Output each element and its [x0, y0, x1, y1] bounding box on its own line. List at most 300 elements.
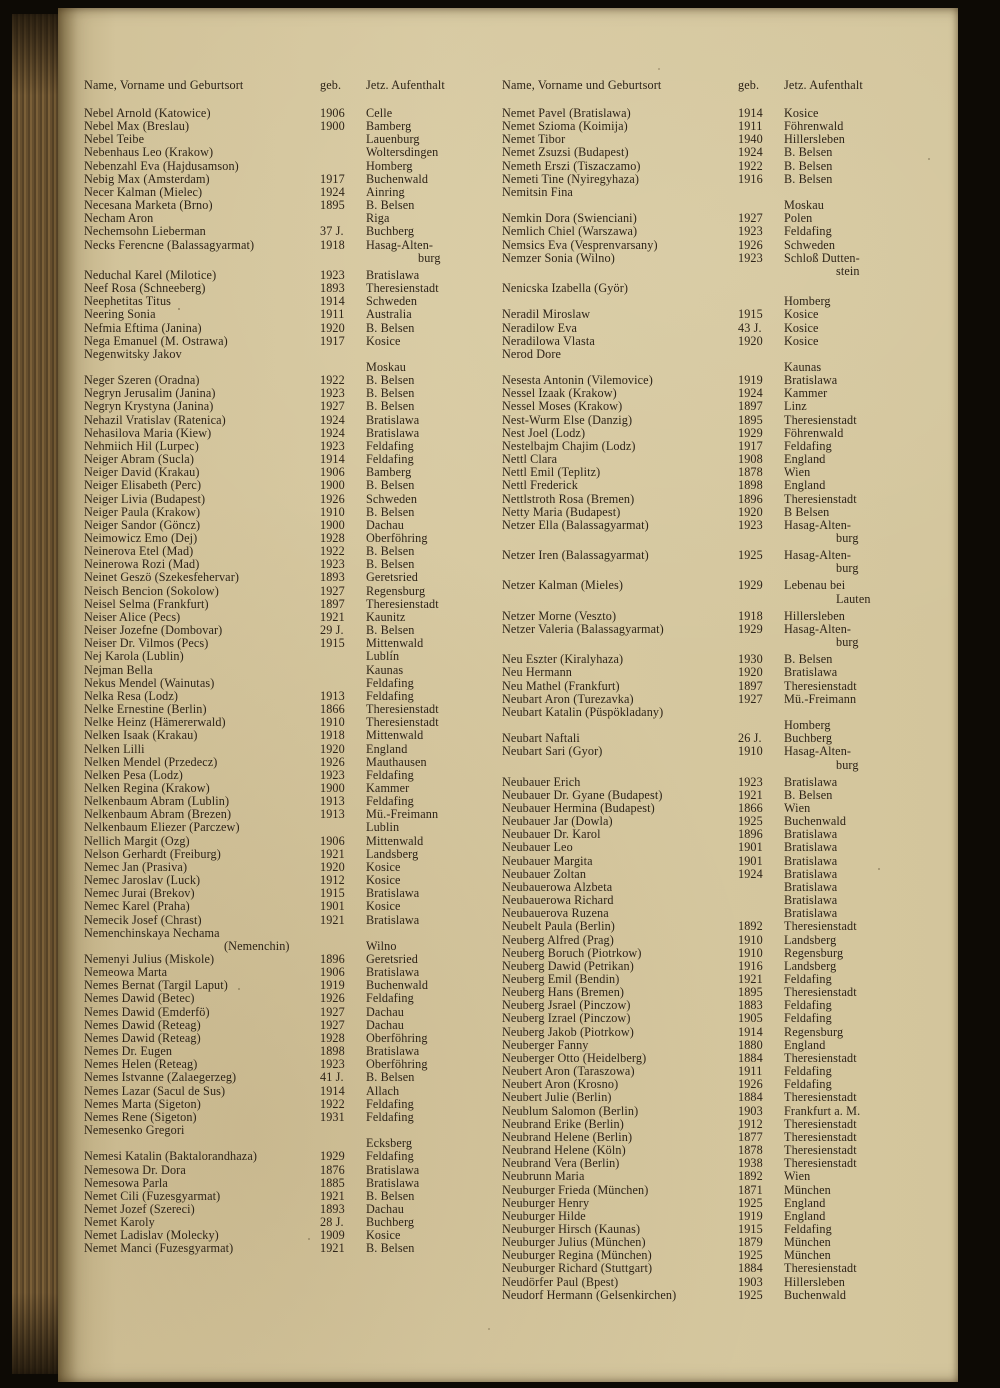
entry-residence: Feldafing	[366, 794, 414, 809]
entry-name: Nelka Resa (Lodz)	[84, 688, 179, 703]
entry-name: Nelkenbaum Abram (Lublin)	[84, 794, 230, 809]
registry-entry	[84, 598, 494, 611]
entry-name: Neephetitas Titus	[84, 294, 172, 309]
entry-residence: B. Belsen	[366, 373, 415, 388]
entry-residence: Bamberg	[366, 119, 412, 134]
entry-residence: Feldafing	[366, 688, 414, 703]
registry-entry	[502, 868, 912, 881]
entry-birthyear: 1923	[738, 224, 763, 239]
entry-name: Netzer Morne (Veszto)	[502, 608, 617, 623]
registry-entry	[84, 664, 494, 677]
entry-residence: Kaunitz	[366, 609, 406, 624]
entry-birthyear: 1922	[320, 544, 345, 559]
entry-name: Neuberger Fanny	[502, 1037, 589, 1052]
registry-entry	[502, 706, 912, 732]
entry-birthyear: 1923	[320, 386, 345, 401]
entry-birthyear: 1885	[320, 1175, 345, 1190]
registry-column-right	[502, 78, 912, 1302]
entry-name: Neu Mathel (Frankfurt)	[502, 678, 620, 693]
entry-residence: Theresienstadt	[784, 678, 857, 693]
entry-name: Neuburger Hirsch (Kaunas)	[502, 1221, 641, 1236]
entry-name: Netzer Kalman (Mieles)	[502, 578, 624, 593]
entry-name: Nelken Regina (Krakow)	[84, 780, 210, 795]
entry-birthyear: 1878	[738, 1143, 763, 1158]
entry-birthyear: 1913	[320, 688, 345, 703]
entry-residence: Landsberg	[784, 958, 837, 973]
entry-name: Nemet Pavel (Bratislawa)	[502, 106, 631, 120]
book-page	[58, 8, 958, 1382]
registry-entry	[84, 571, 494, 584]
entry-birthyear: 1915	[320, 636, 345, 651]
entry-name: Nemes Dr. Eugen	[84, 1044, 173, 1059]
entry-birthyear: 1928	[320, 531, 345, 545]
entry-residence: Regensburg	[784, 1024, 844, 1039]
entry-birthyear: 1931	[320, 1109, 345, 1124]
entry-name: Nejman Bella	[84, 662, 153, 677]
entry-birthyear: 1866	[738, 800, 763, 815]
entry-residence: Kosice	[366, 873, 401, 888]
entry-name: Nega Emanuel (M. Ostrawa)	[84, 333, 228, 348]
entry-residence: Kammer	[366, 780, 410, 795]
registry-entry	[84, 120, 494, 133]
entry-name: Netty Maria (Budapest)	[502, 504, 621, 519]
entry-residence: Kosice	[784, 320, 819, 335]
registry-entry	[502, 549, 912, 575]
entry-birthyear: 1912	[738, 1116, 763, 1131]
entry-name: Neubauer Dr. Karol	[502, 827, 601, 842]
entry-name: Neiser Jozefne (Dombovar)	[84, 623, 223, 638]
registry-entry	[84, 1177, 494, 1190]
entry-birthyear: 1914	[320, 452, 345, 467]
entry-name: Nemet Cili (Fuzesgyarmat)	[84, 1188, 221, 1203]
header-geb-label: geb.	[738, 78, 760, 92]
registry-entry	[502, 579, 912, 605]
entry-name: Nemkin Dora (Swienciani)	[502, 211, 637, 226]
entry-residence: Feldafing	[784, 1064, 832, 1079]
registry-entry	[502, 1091, 912, 1104]
registry-entry	[84, 1019, 494, 1032]
registry-entry	[502, 776, 912, 789]
entry-residence: Geretsried	[366, 952, 418, 966]
entry-birthyear: 1918	[320, 728, 345, 743]
entry-residence: Kosice	[366, 899, 401, 914]
entry-name: Neubert Aron (Taraszowa)	[502, 1064, 635, 1079]
entry-residence: Bratislawa	[784, 879, 838, 894]
entry-birthyear: 1920	[738, 333, 763, 348]
entry-residence: Mittenwald	[366, 833, 424, 848]
registry-entry	[502, 1118, 912, 1131]
entry-name: Nelke Ernestine (Berlin)	[84, 702, 207, 717]
entry-birthyear: 1938	[738, 1156, 763, 1171]
entry-birthyear: 1910	[738, 945, 763, 960]
entry-birthyear: 1923	[738, 517, 763, 532]
entry-residence: Feldafing	[784, 1221, 832, 1236]
entry-birthyear: 1898	[738, 478, 763, 493]
entry-residence: Bratislawa	[366, 267, 420, 282]
entry-birthyear: 41 J.	[320, 1070, 344, 1085]
entry-name: Nemec Jurai (Brekov)	[84, 886, 195, 901]
entry-birthyear: 1921	[320, 846, 345, 861]
header-name-label: Name, Vorname und Geburtsort	[84, 78, 244, 92]
entry-name: Neiser Alice (Pecs)	[84, 609, 181, 624]
entry-residence: Theresienstadt	[784, 1050, 857, 1065]
registry-entry	[84, 427, 494, 440]
entry-name: Nemsics Eva (Vesprenvarsany)	[502, 237, 658, 252]
entry-birthyear: 1925	[738, 814, 763, 829]
registry-entry	[84, 1190, 494, 1203]
registry-entry	[502, 225, 912, 238]
registry-entry	[84, 1071, 494, 1084]
entry-name: Nemesenko Gregori	[84, 1123, 185, 1138]
registry-entry	[502, 400, 912, 413]
registry-entry	[502, 1197, 912, 1210]
entry-birthyear: 43 J.	[738, 320, 762, 335]
entry-birthyear: 1921	[320, 1188, 345, 1203]
entry-residence: Woltersdingen	[366, 145, 439, 160]
registry-entry	[84, 335, 494, 348]
entry-birthyear: 1922	[320, 1096, 345, 1111]
entry-name: Neimowicz Emo (Dej)	[84, 531, 198, 545]
entry-name: Nebenzahl Eva (Hajdusamson)	[84, 158, 239, 173]
entry-birthyear: 28 J.	[320, 1215, 344, 1230]
registry-entry	[84, 769, 494, 782]
entry-birthyear: 1901	[738, 840, 763, 855]
entry-birthyear: 1903	[738, 1274, 763, 1289]
entry-birthyear: 1920	[320, 320, 345, 335]
registry-entry	[84, 225, 494, 238]
entry-birthyear: 1927	[320, 399, 345, 414]
entry-residence: B. Belsen	[366, 504, 415, 519]
entry-name: Nelken Mendel (Przedecz)	[84, 754, 218, 769]
entry-name: Nebel Teibe	[84, 132, 145, 147]
entry-name: Neuburger Richard (Stuttgart)	[502, 1261, 653, 1276]
entry-residence: Bratislawa	[366, 886, 420, 901]
entry-residence: Feldafing	[366, 675, 414, 690]
entry-birthyear: 1914	[738, 106, 763, 120]
entry-residence: Kaunas	[366, 662, 404, 677]
entry-birthyear: 1897	[320, 596, 345, 611]
entry-birthyear: 1923	[738, 250, 763, 265]
entry-birthyear: 1925	[738, 1287, 763, 1302]
entry-residence: Regensburg	[366, 583, 426, 598]
entry-birthyear: 1880	[738, 1037, 763, 1052]
entry-birthyear: 1896	[738, 491, 763, 506]
entry-birthyear: 1929	[320, 1149, 345, 1164]
registry-entry	[502, 841, 912, 854]
entry-residence: Kammer	[784, 386, 828, 401]
entry-birthyear: 1913	[320, 794, 345, 809]
entry-residence: Bamberg	[366, 465, 412, 480]
registry-entry	[502, 186, 912, 212]
entry-name: Nemesowa Dr. Dora	[84, 1162, 186, 1177]
entry-name: Nebig Max (Amsterdam)	[84, 171, 210, 186]
entry-birthyear: 1927	[320, 1017, 345, 1032]
entry-residence: Föhrenwald	[784, 425, 844, 440]
entry-residence: Hillersleben	[784, 1274, 846, 1289]
entry-birthyear: 1871	[738, 1182, 763, 1197]
entry-residence: Schweden	[366, 294, 418, 309]
entry-name: Neublum Salomon (Berlin)	[502, 1103, 639, 1118]
entry-residence: Landsberg	[366, 846, 419, 861]
entry-residence: Feldafing	[366, 452, 414, 467]
registry-entry	[502, 693, 912, 706]
entry-name: Netzer Valeria (Balassagyarmat)	[502, 621, 664, 636]
entry-name: Nebenhaus Leo (Krakow)	[84, 145, 214, 160]
entry-name: Nefmia Eftima (Janina)	[84, 320, 202, 335]
entry-birthyear: 1884	[738, 1090, 763, 1105]
entry-residence: B. Belsen	[366, 320, 415, 335]
registry-entry	[84, 729, 494, 742]
entry-residence: Moskau	[366, 359, 406, 374]
entry-residence: Homberg	[784, 718, 831, 733]
entry-residence: Hasag-Alten- burg	[366, 237, 441, 265]
header-aufenthalt-label: Jetz. Aufenthalt	[784, 78, 863, 92]
entry-name: Nemec Karel (Praha)	[84, 899, 190, 914]
entry-residence: Kaunas	[784, 359, 822, 374]
entry-name: Nej Karola (Lublin)	[84, 649, 184, 664]
registry-entry	[502, 789, 912, 802]
entry-residence: B Belsen	[784, 504, 830, 519]
registry-entry	[502, 1012, 912, 1025]
entry-residence: München	[784, 1182, 831, 1197]
entry-name: Nemes Dawid (Emderfö)	[84, 1004, 210, 1019]
registry-entry	[502, 934, 912, 947]
entry-residence: Dachau	[366, 1201, 404, 1216]
entry-residence: B. Belsen	[784, 145, 833, 160]
entry-name: Nemesowa Parla	[84, 1175, 168, 1190]
entry-name: Neuburger Henry	[502, 1195, 590, 1210]
entry-name: Nettl Clara	[502, 452, 558, 467]
entry-birthyear: 29 J.	[320, 623, 344, 638]
entry-name: Neubart Katalin (Püspökladany)	[502, 704, 664, 719]
entry-residence: B. Belsen	[784, 158, 833, 173]
entry-residence: Theresienstadt	[784, 919, 857, 934]
registry-entry	[502, 947, 912, 960]
entry-birthyear: 1920	[738, 665, 763, 680]
registry-entry	[84, 992, 494, 1005]
entry-birthyear: 1924	[738, 866, 763, 881]
entry-name: Neiser Dr. Vilmos (Pecs)	[84, 636, 209, 651]
entry-name: Nettl Frederick	[502, 478, 578, 493]
entry-name: Neubelt Paula (Berlin)	[502, 919, 615, 934]
entry-birthyear: 1901	[320, 899, 345, 914]
entry-residence: Ecksberg	[366, 1136, 413, 1151]
entry-name: Nemes Dawid (Reteag)	[84, 1030, 201, 1045]
entry-name: Neuberger Otto (Heidelberg)	[502, 1050, 647, 1065]
entry-birthyear: 1883	[738, 998, 763, 1013]
registry-entry	[84, 239, 494, 265]
entry-birthyear: 1919	[738, 373, 763, 388]
entry-residence: Wien	[784, 800, 811, 815]
entry-birthyear: 1878	[738, 465, 763, 480]
entry-birthyear: 1924	[320, 184, 345, 199]
entry-birthyear: 1924	[320, 425, 345, 440]
registry-entry	[502, 440, 912, 453]
entries-right	[502, 107, 912, 1302]
entry-residence: Bratislawa	[366, 425, 420, 440]
entry-residence: Kosice	[366, 1228, 401, 1243]
entry-birthyear: 1898	[320, 1044, 345, 1059]
registry-entry	[84, 756, 494, 769]
registry-entry	[84, 1150, 494, 1163]
entry-name: Nemes Dawid (Betec)	[84, 991, 195, 1006]
entry-name: Neisch Bencion (Sokolow)	[84, 583, 219, 598]
registry-entry	[502, 1262, 912, 1275]
entry-residence: Geretsried	[366, 570, 418, 585]
entry-birthyear: 1921	[738, 972, 763, 986]
entry-name: Neuberg Alfred (Prag)	[502, 932, 614, 947]
entry-birthyear: 1919	[738, 1208, 763, 1223]
entry-birthyear: 1900	[320, 119, 345, 134]
registry-entry	[502, 1026, 912, 1039]
entry-name: Nessel Moses (Krakow)	[502, 399, 623, 414]
entry-birthyear: 1893	[320, 570, 345, 585]
entry-residence: B. Belsen	[366, 399, 415, 414]
registry-entry	[502, 160, 912, 173]
entry-residence: Feldafing	[784, 998, 832, 1013]
entry-birthyear: 1923	[320, 767, 345, 782]
entry-residence: B. Belsen	[366, 478, 415, 493]
entry-birthyear: 1926	[320, 754, 345, 769]
entry-name: Neu Hermann	[502, 665, 573, 680]
entry-name: Nemes Istvanne (Zalaegerzeg)	[84, 1070, 237, 1085]
registry-entry	[502, 666, 912, 679]
entry-name: Neiger Sandor (Göncz)	[84, 517, 201, 532]
entry-name: Neinerova Etel (Mad)	[84, 544, 194, 559]
entries-left	[84, 107, 494, 1256]
entry-residence: Dachau	[366, 1017, 404, 1032]
entry-birthyear: 1916	[738, 171, 763, 186]
entry-name: Nebel Max (Breslau)	[84, 119, 190, 134]
entry-birthyear: 1911	[320, 307, 345, 322]
entry-residence: Buchberg	[366, 224, 415, 239]
entry-residence: Hasag-Alten- burg	[784, 621, 859, 650]
entry-name: Necks Ferencne (Balassagyarmat)	[84, 237, 255, 252]
entry-name: Neuberg Jsrael (Pinczow)	[502, 998, 631, 1013]
entry-residence: Feldafing	[366, 1096, 414, 1111]
entry-birthyear: 1876	[320, 1162, 345, 1177]
entry-birthyear: 1877	[738, 1129, 763, 1144]
entry-residence: Theresienstadt	[366, 281, 439, 296]
entry-birthyear: 1928	[320, 1030, 345, 1045]
entry-birthyear: 1926	[738, 1077, 763, 1092]
entry-name: Nemec Jaroslav (Luck)	[84, 873, 201, 888]
entry-name: Nelken Isaak (Krakau)	[84, 728, 198, 743]
entry-birthyear: 1917	[320, 171, 345, 186]
entry-name: Neuburger Frieda (München)	[502, 1182, 649, 1197]
entry-name: Nemes Dawid (Reteag)	[84, 1017, 201, 1032]
entry-residence: Bratislawa	[784, 373, 838, 388]
entry-name: Nesesta Antonin (Vilemovice)	[502, 373, 653, 388]
entry-residence: Buchberg	[784, 731, 833, 746]
entry-name: Nemet Karoly	[84, 1215, 155, 1230]
entry-residence: Oberföhring	[366, 1057, 428, 1072]
entry-residence: Kosice	[366, 333, 401, 348]
entry-name: Nemet Zsuzsi (Budapest)	[502, 145, 629, 160]
entry-residence: Australia	[366, 307, 412, 322]
entry-residence: Föhrenwald	[784, 119, 844, 134]
entry-name: Neubrand Vera (Berlin)	[502, 1156, 620, 1171]
entry-birthyear: 1925	[738, 1195, 763, 1210]
registry-entry	[502, 414, 912, 427]
registry-content	[84, 78, 912, 1302]
entry-birthyear: 1927	[738, 691, 763, 706]
entry-residence: Kosice	[784, 307, 819, 322]
registry-columns	[84, 78, 912, 1302]
registry-entry	[84, 1164, 494, 1177]
entry-residence: Schweden	[366, 491, 418, 506]
entry-birthyear: 1919	[320, 978, 345, 993]
entry-birthyear: 1866	[320, 702, 345, 717]
entry-name: Nemes Rene (Sigeton)	[84, 1109, 197, 1124]
registry-entry	[502, 920, 912, 933]
registry-entry	[84, 400, 494, 413]
entry-residence: England	[784, 452, 826, 467]
entry-birthyear: 1923	[320, 1057, 345, 1072]
entry-name: Nest-Wurm Else (Danzig)	[502, 412, 633, 427]
entry-residence: Bratislawa	[784, 774, 838, 789]
registry-entry	[502, 146, 912, 159]
entry-birthyear: 1910	[738, 932, 763, 947]
entry-name: Neubauerova Ruzena	[502, 906, 609, 921]
entry-name: Nettl Emil (Teplitz)	[502, 465, 601, 480]
entry-residence: Celle	[366, 106, 393, 120]
entry-residence: Feldafing	[784, 224, 832, 239]
entry-name: Nemecik Josef (Chrast)	[84, 912, 202, 927]
entry-residence: Hillersleben	[784, 608, 846, 623]
entry-birthyear: 1925	[738, 548, 763, 563]
entry-birthyear: 1924	[738, 145, 763, 160]
entry-name: Nelson Gerhardt (Freiburg)	[84, 846, 221, 861]
entry-birthyear: 1923	[320, 267, 345, 282]
registry-entry	[502, 335, 912, 348]
entry-residence: Mü.-Freimann	[366, 807, 439, 822]
entry-name: Neubauerowa Richard	[502, 893, 614, 908]
registry-entry	[502, 427, 912, 440]
entry-residence: B. Belsen	[366, 198, 415, 213]
registry-entry	[84, 1085, 494, 1098]
registry-entry	[84, 506, 494, 519]
entry-birthyear: 1900	[320, 478, 345, 493]
entry-name: Nemet Tibor	[502, 132, 566, 147]
registry-entry	[502, 479, 912, 492]
entry-birthyear: 1929	[738, 425, 763, 440]
entry-name: Neradil Miroslaw	[502, 307, 591, 322]
entry-birthyear: 26 J.	[738, 731, 762, 746]
entry-birthyear: 1912	[320, 873, 345, 888]
entry-name: Nellich Margit (Ozg)	[84, 833, 190, 848]
header-geb-label: geb.	[320, 78, 342, 92]
entry-residence: Allach	[366, 1083, 400, 1098]
entry-residence: Landsberg	[784, 932, 837, 947]
entry-birthyear: 1895	[738, 412, 763, 427]
entry-residence: Bratislawa	[366, 965, 420, 980]
entry-name: Neiger Abram (Sucla)	[84, 452, 195, 467]
entry-birthyear: 1927	[738, 211, 763, 226]
entry-name: Neger Szeren (Oradna)	[84, 373, 200, 388]
entry-name: Nemet Ladislav (Molecky)	[84, 1228, 219, 1243]
entry-residence: Mittenwald	[366, 728, 424, 743]
entry-residence: Kosice	[366, 859, 401, 874]
registry-entry	[84, 308, 494, 321]
registry-entry	[84, 1124, 494, 1150]
entry-name: Nessel Izaak (Krakow)	[502, 386, 617, 401]
registry-entry	[502, 348, 912, 374]
entry-name: Nemet Manci (Fuzesgyarmat)	[84, 1241, 234, 1256]
entry-birthyear: 1910	[738, 744, 763, 759]
registry-entry	[84, 479, 494, 492]
entry-residence: England	[784, 1195, 826, 1210]
